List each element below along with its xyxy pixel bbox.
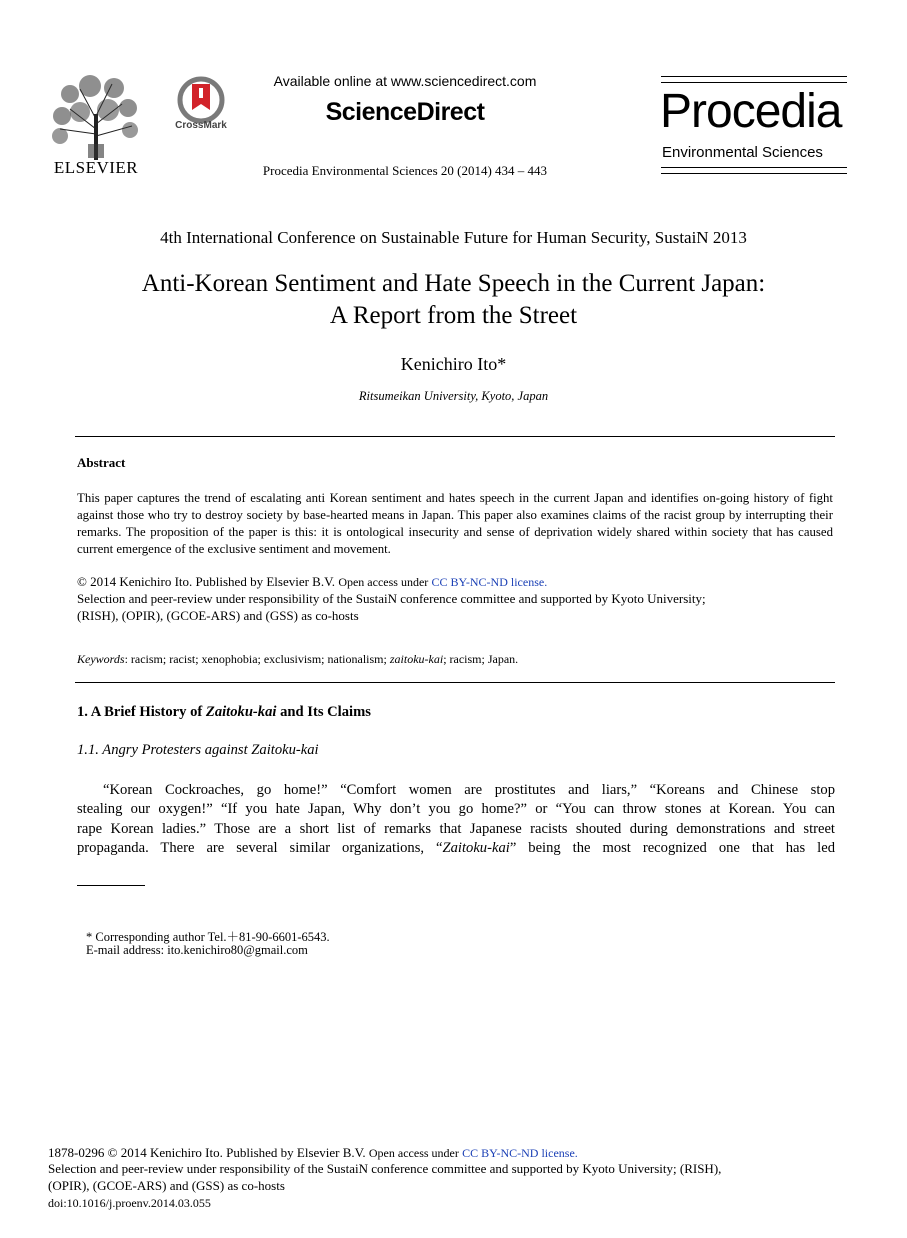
procedia-logo: Procedia xyxy=(660,85,842,138)
section-heading-end: and Its Claims xyxy=(276,704,371,720)
keywords xyxy=(77,652,518,667)
footer-copyright xyxy=(48,1145,578,1161)
abstract-peer-review-line-2: (RISH), (OPIR), (GCOE-ARS) and (GSS) as co-hosts xyxy=(77,608,359,623)
crossmark-label: CrossMark xyxy=(175,120,227,131)
abstract-peer-review-line-1: Selection and peer-review under responsibility of the SustaiN conference committee and supported by Kyoto University; xyxy=(77,591,706,606)
open-access-text: Open access under xyxy=(338,575,429,589)
subsection-heading: 1.1. Angry Protesters against Zaitoku-kai xyxy=(77,742,319,758)
section-heading-italic: Zaitoku-kai xyxy=(205,704,277,720)
abstract-copyright xyxy=(77,573,833,591)
crossmark-logo[interactable] xyxy=(177,76,225,124)
procedia-subtitle: Environmental Sciences xyxy=(662,144,823,161)
body-paragraph xyxy=(77,781,835,859)
footer-peer-review-line-1: Selection and peer-review under responsibility of the SustaiN conference committee and supported by Kyoto University; (RISH), xyxy=(48,1161,722,1176)
license-link[interactable]: CC BY-NC-ND license. xyxy=(431,575,548,589)
elsevier-tree-logo xyxy=(50,74,142,160)
abstract-text: This paper captures the trend of escalating anti Korean sentiment and hates speech in the current Japan and identifies on-going history of fight against those who try to destroy society by base-hearted means in Japan. This paper also examines claims of the racist group by interrupting their remarks. The proposition of the paper is this: it is ontological insecurity and sense of deprivation widely shared within society that has caused current emergence of the exclusive sentiment and movement. xyxy=(77,491,833,556)
body-line-4 xyxy=(77,839,835,858)
keywords-italic: zaitoku-kai xyxy=(389,652,444,666)
footer-license-link[interactable]: CC BY-NC-ND license. xyxy=(462,1146,578,1160)
author-affiliation: Ritsumeikan University, Kyoto, Japan xyxy=(358,389,549,403)
author-name: Kenichiro Ito* xyxy=(400,354,507,374)
conference-name: 4th International Conference on Sustainable Future for Human Security, SustaiN 2013 xyxy=(160,228,747,247)
footer-peer-review-line-2: (OPIR), (GCOE-ARS) and (GSS) as co-hosts xyxy=(48,1178,285,1193)
section-heading-start: 1. A Brief History of xyxy=(77,704,206,720)
body-line-3: rape Korean ladies.” Those are a short list of remarks that Japanese racists shouted during demonstrations and street xyxy=(77,820,835,837)
procedia-top-rule-1 xyxy=(661,76,847,77)
footnote-rule xyxy=(77,885,145,886)
paper-title-line-1: Anti-Korean Sentiment and Hate Speech in the Current Japan: xyxy=(141,270,766,297)
crossmark-icon xyxy=(177,76,225,124)
body-line-1: “Korean Cockroaches, go home!” “Comfort women are prostitutes and liars,” “Koreans and Chinese stop xyxy=(103,782,835,798)
paper-title-line-2: A Report from the Street xyxy=(329,302,578,329)
footnote-email[interactable]: E-mail address: ito.kenichiro80@gmail.com xyxy=(86,943,308,957)
copyright-text: © 2014 Kenichiro Ito. Published by Elsevier B.V. xyxy=(77,574,336,589)
body-line-4-italic: Zaitoku-kai xyxy=(442,840,510,857)
available-online[interactable]: Available online at www.sciencedirect.com xyxy=(273,73,537,89)
keywords-list: : racism; racist; xenophobia; exclusivism; nationalism; xyxy=(124,652,390,666)
footer-open-access: Open access under xyxy=(368,1146,459,1160)
publisher-name: ELSEVIER xyxy=(53,158,139,177)
body-line-2: stealing our oxygen!” “If you hate Japan, Why don’t you go home?” or “You can throw stones at Korean. You can xyxy=(77,801,835,818)
procedia-top-rule-2 xyxy=(661,82,847,83)
procedia-bottom-rule-2 xyxy=(661,173,847,174)
journal-citation: Procedia Environmental Sciences 20 (2014) 434 – 443 xyxy=(262,163,548,178)
section-heading xyxy=(77,704,371,721)
abstract-heading: Abstract xyxy=(77,455,126,470)
body-line-4-start: propaganda. There are several similar organizations, “ xyxy=(77,840,443,857)
keywords-label: Keywords xyxy=(77,652,125,666)
procedia-bottom-rule-1 xyxy=(661,167,847,168)
elsevier-tree-icon xyxy=(50,74,142,160)
body-line-4-end: ” being the most recognized one that has led xyxy=(509,840,835,857)
abstract-top-rule xyxy=(75,436,835,437)
footnote-corresponding: * Corresponding author Tel.＋81-90-6601-6543. xyxy=(86,930,330,944)
footer-doi[interactable]: doi:10.1016/j.proenv.2014.03.055 xyxy=(48,1196,211,1210)
footer-issn: 1878-0296 © 2014 Kenichiro Ito. Published by Elsevier B.V. xyxy=(48,1145,366,1160)
sciencedirect-logo: ScienceDirect xyxy=(325,98,485,126)
keywords-end: ; racism; Japan. xyxy=(443,652,519,666)
abstract-bottom-rule xyxy=(75,682,835,683)
